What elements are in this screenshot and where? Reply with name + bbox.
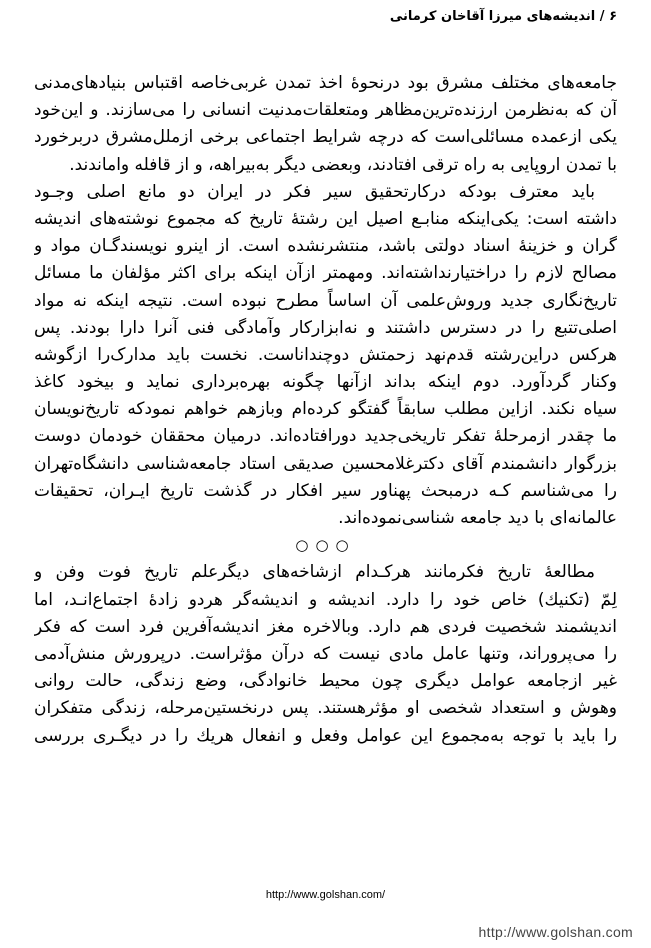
running-header: ۶ / اندیشه‌های میرزا آقاخان کرمانی <box>389 9 617 24</box>
text-line: بزرگوار دانشمندم آقای دکترغلامحسین صدیقی استاد جامعه‌شناسی دانشگاه‌تهران <box>34 453 617 474</box>
text-line: با تمدن اروپایی به راه ترقی افتادند، وبعضی دیگر به‌بیراهه، و از قافله واماندند. <box>69 154 617 175</box>
paragraph <box>34 179 617 532</box>
text-line: را می‌پروراند، وتنها عامل مادی نیست که درآن مؤثراست. درپرورش منش‌آدمی <box>34 643 617 664</box>
text-line: سیاه نکند. ازاین مطلب سابقاً گفتگو کرده‌ام وبازهم خواهم نمودکه تاریخ‌نویسان <box>34 399 617 420</box>
text-line: اندیشمند شخصیت فردی هم دارد. وبالاخره مغز اندیشه‌آفرین فرد است که فکر <box>34 616 617 637</box>
text-line: تاریخ‌نگاری جدید وروش‌علمی آن اساساً مطرح نبوده است. نتیجه اینکه نه مواد <box>34 290 617 311</box>
text-line: آن که به‌نظرمن ارزنده‌ترین‌مظاهر ومتعلقات‌مدنیت انسانی را می‌سازند. و این‌خود <box>34 100 617 121</box>
text-line: لِمّ (تکنیك) خاص خود را دارد. اندیشه و اندیشه‌گر هردو زادهٔ اجتماع‌انـد، اما <box>34 589 617 610</box>
text-line: هرکس دراین‌رشته قدم‌نهد زحمتش دوچنداناست. نخست باید مدارک‌را ازگوشه <box>34 344 617 365</box>
text-line: گران و خزینهٔ اسناد دولتی باشد، منتشرنشده است. از اینرو نویسندگـان مواد و <box>34 236 617 257</box>
text-line: را باید با توجه به‌مجموع این عوامل وفعل و انفعال هریك را در دیگـری بررسی <box>34 725 617 746</box>
paragraph <box>34 559 617 749</box>
section-separator: ○○○ <box>295 536 356 555</box>
text-line: مطالعهٔ تاریخ فکرمانند هرکـدام ازشاخه‌های دیگرعلم تاریخ فوت وفن و <box>34 562 595 583</box>
text-line: مصالح لازم را دراختیارنداشته‌اند. ومهمتر ازآن اینکه برای اکثر مؤلفان ما مسائل <box>34 263 617 284</box>
text-line: ما چقدر ازمرحلهٔ تفکر تاریخی‌جدید دورافتاده‌اند. درمیان محققان خودمان دوست <box>34 426 617 447</box>
text-line: وکنار گردآورد. دوم اینکه بداند ازآنها چگونه بهره‌برداری نماید و بیخود کاغذ <box>34 372 617 393</box>
paragraph <box>34 70 617 179</box>
text-line: غیر ازجامعه عوامل دیگری چون محیط خانوادگی، وضع زندگی، حالت روانی <box>34 671 617 692</box>
text-line: را می‌شناسم کـه درمبحث پهناور سیر افکار در گذشت تاریخ ایـران، تحقیقات <box>34 480 617 501</box>
text-line: عالمانه‌ای با دید جامعه شناسی‌نموده‌اند. <box>338 508 617 528</box>
watermark-url: http://www.golshan.com <box>478 924 633 940</box>
text-line: باید معترف بودکه درکارتحقیق سیر فکر در ایران دو مانع اصلی وجـود <box>34 181 595 202</box>
text-line: وهوش و استعداد شخصی او مؤثرهستند. پس درنخستین‌مرحله، زندگی متفکران <box>34 698 617 719</box>
text-line: یکی ازعمده مسائلی‌است که درچه شرایط اجتماعی برخی ازملل‌مشرق دربرخورد <box>34 127 617 148</box>
body-text <box>34 70 617 750</box>
text-line: جامعه‌های مختلف مشرق بود درنحوهٔ اخذ تمدن غربی‌خاصه اقتباس بنیادهای‌مدنی <box>34 73 617 93</box>
text-line: اصلی‌تتبع را در دسترس داشتند و نه‌ابزارکار وآمادگی فنی آنرا دارا بودند. پس <box>34 317 617 338</box>
footer-url-link[interactable]: http://www.golshan.com/ <box>265 889 386 901</box>
text-line: داشته است: یکی‌اینکه منابـع اصیل این رشتهٔ تاریخ که مجموع نوشته‌های اندیشه‌ <box>34 208 617 229</box>
